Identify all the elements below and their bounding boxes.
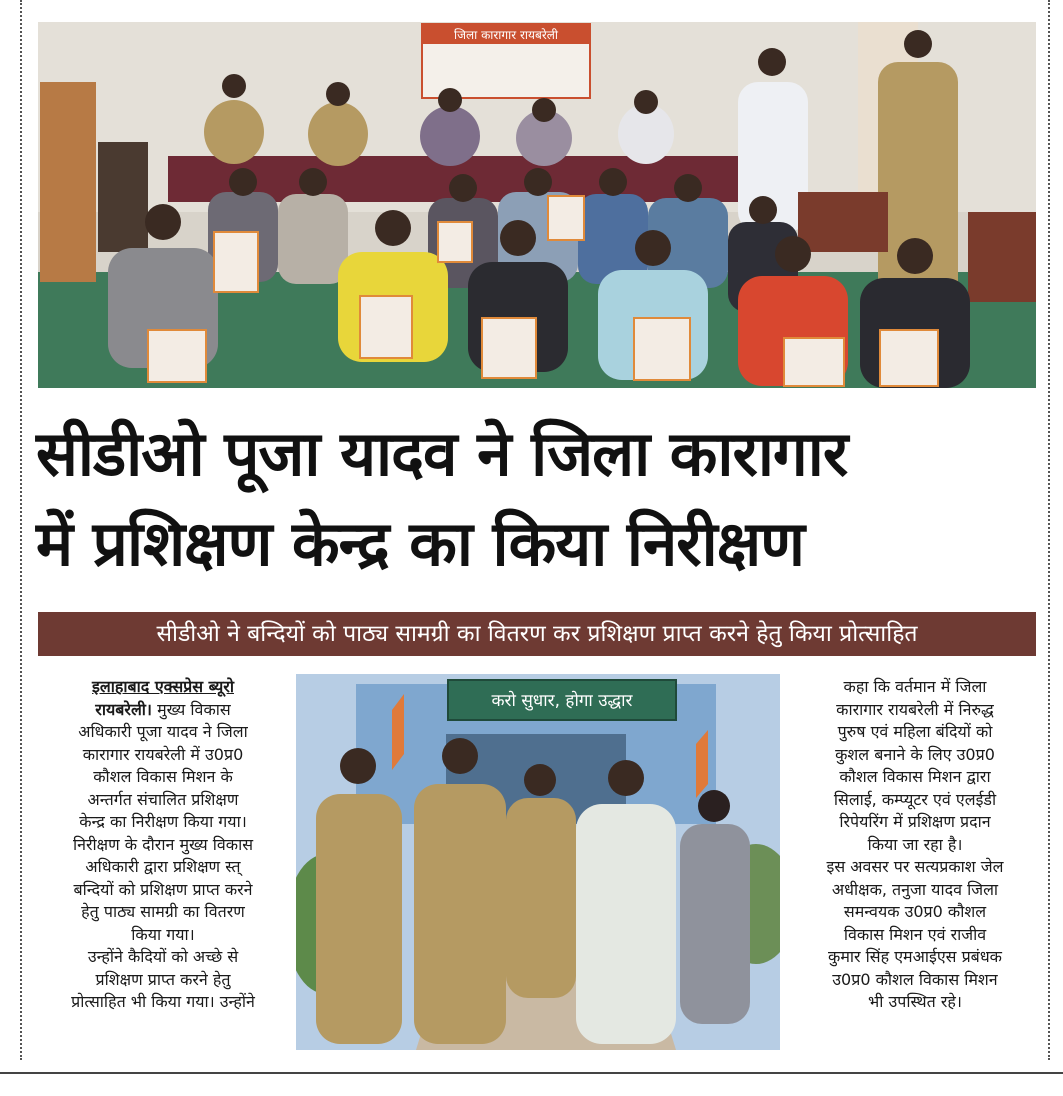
article-line: किया जा रहा है।: [867, 834, 963, 854]
article-line: इस अवसर पर सत्यप्रकाश जेल: [826, 857, 1004, 876]
article-line: प्रशिक्षण प्राप्त करने हेतु: [95, 969, 231, 989]
article-line: कौशल विकास मिशन द्वारा: [839, 767, 991, 786]
jail-visit-photo: [296, 674, 780, 1050]
article-line: विकास मिशन एवं राजीव: [843, 924, 987, 944]
training-group-photo: [38, 22, 1036, 388]
article-line: बन्दियों को प्रशिक्षण प्राप्त करने: [73, 879, 253, 899]
article-right-column: [790, 676, 1040, 1014]
gate-sign-text: करो सुधार, होगा उद्धार: [491, 691, 633, 711]
headline-line-1: सीडीओ पूजा यादव ने जिला कारागार: [36, 417, 848, 490]
article-line: पुरुष एवं महिला बंदियों को: [837, 722, 993, 741]
dateline-place: रायबरेली।: [95, 699, 153, 719]
article-line: उ0प्र0 कौशल विकास मिशन: [832, 969, 998, 989]
article-line: कारागार रायबरेली में उ0प्र0: [82, 744, 244, 764]
headline-line-2: में प्रशिक्षण केन्द्र का किया निरीक्षण: [36, 507, 805, 580]
article-line: अन्तर्गत संचालित प्रशिक्षण: [87, 789, 239, 809]
article-line: किया गया।: [131, 924, 195, 944]
article-line: उन्होंने कैदियों को अच्छे से: [87, 947, 239, 966]
article-line: हेतु पाठ्य सामग्री का वितरण: [81, 902, 245, 921]
article-line: सिलाई, कम्प्यूटर एवं एलईडी: [833, 789, 997, 809]
article-line: केन्द्र का निरीक्षण किया गया।: [79, 812, 247, 831]
article-line: कुमार सिंह एमआईएस प्रबंधक: [828, 947, 1002, 966]
column-divider-left: [20, 0, 22, 1060]
article-line: कौशल विकास मिशन के: [93, 767, 233, 786]
article-line: कहा कि वर्तमान में जिला: [843, 677, 987, 696]
article-line: रिपेयरिंग में प्रशिक्षण प्रदान: [839, 812, 991, 831]
article-line: अधिकारी द्वारा प्रशिक्षण स्त्: [85, 857, 241, 876]
byline: इलाहाबाद एक्सप्रेस ब्यूरो: [92, 677, 234, 696]
page-bottom-rule: [0, 1072, 1063, 1074]
article-line: निरीक्षण के दौरान मुख्य विकास: [72, 834, 254, 854]
banner-title: जिला कारागार रायबरेली: [454, 28, 558, 42]
article-left-column: [38, 676, 288, 1014]
article-line: समन्वयक उ0प्र0 कौशल: [843, 902, 987, 921]
article-line: कुशल बनाने के लिए उ0प्र0: [835, 744, 995, 764]
article-line: अधीक्षक, तनुजा यादव जिला: [831, 879, 999, 899]
column-divider-right: [1048, 0, 1050, 1060]
article-line: भी उपस्थित रहे।: [868, 992, 962, 1011]
article-line: अधिकारी पूजा यादव ने जिला: [78, 722, 248, 741]
article-line: प्रोत्साहित भी किया गया। उन्होंने: [71, 992, 255, 1011]
article-line: कारागार रायबरेली में निरुद्ध: [836, 699, 994, 719]
article-line: मुख्य विकास: [157, 699, 231, 719]
subheadline: सीडीओ ने बन्दियों को पाठ्य सामग्री का वितरण कर प्रशिक्षण प्राप्त करने हेतु किया प्रोत्साहित: [38, 612, 1036, 656]
